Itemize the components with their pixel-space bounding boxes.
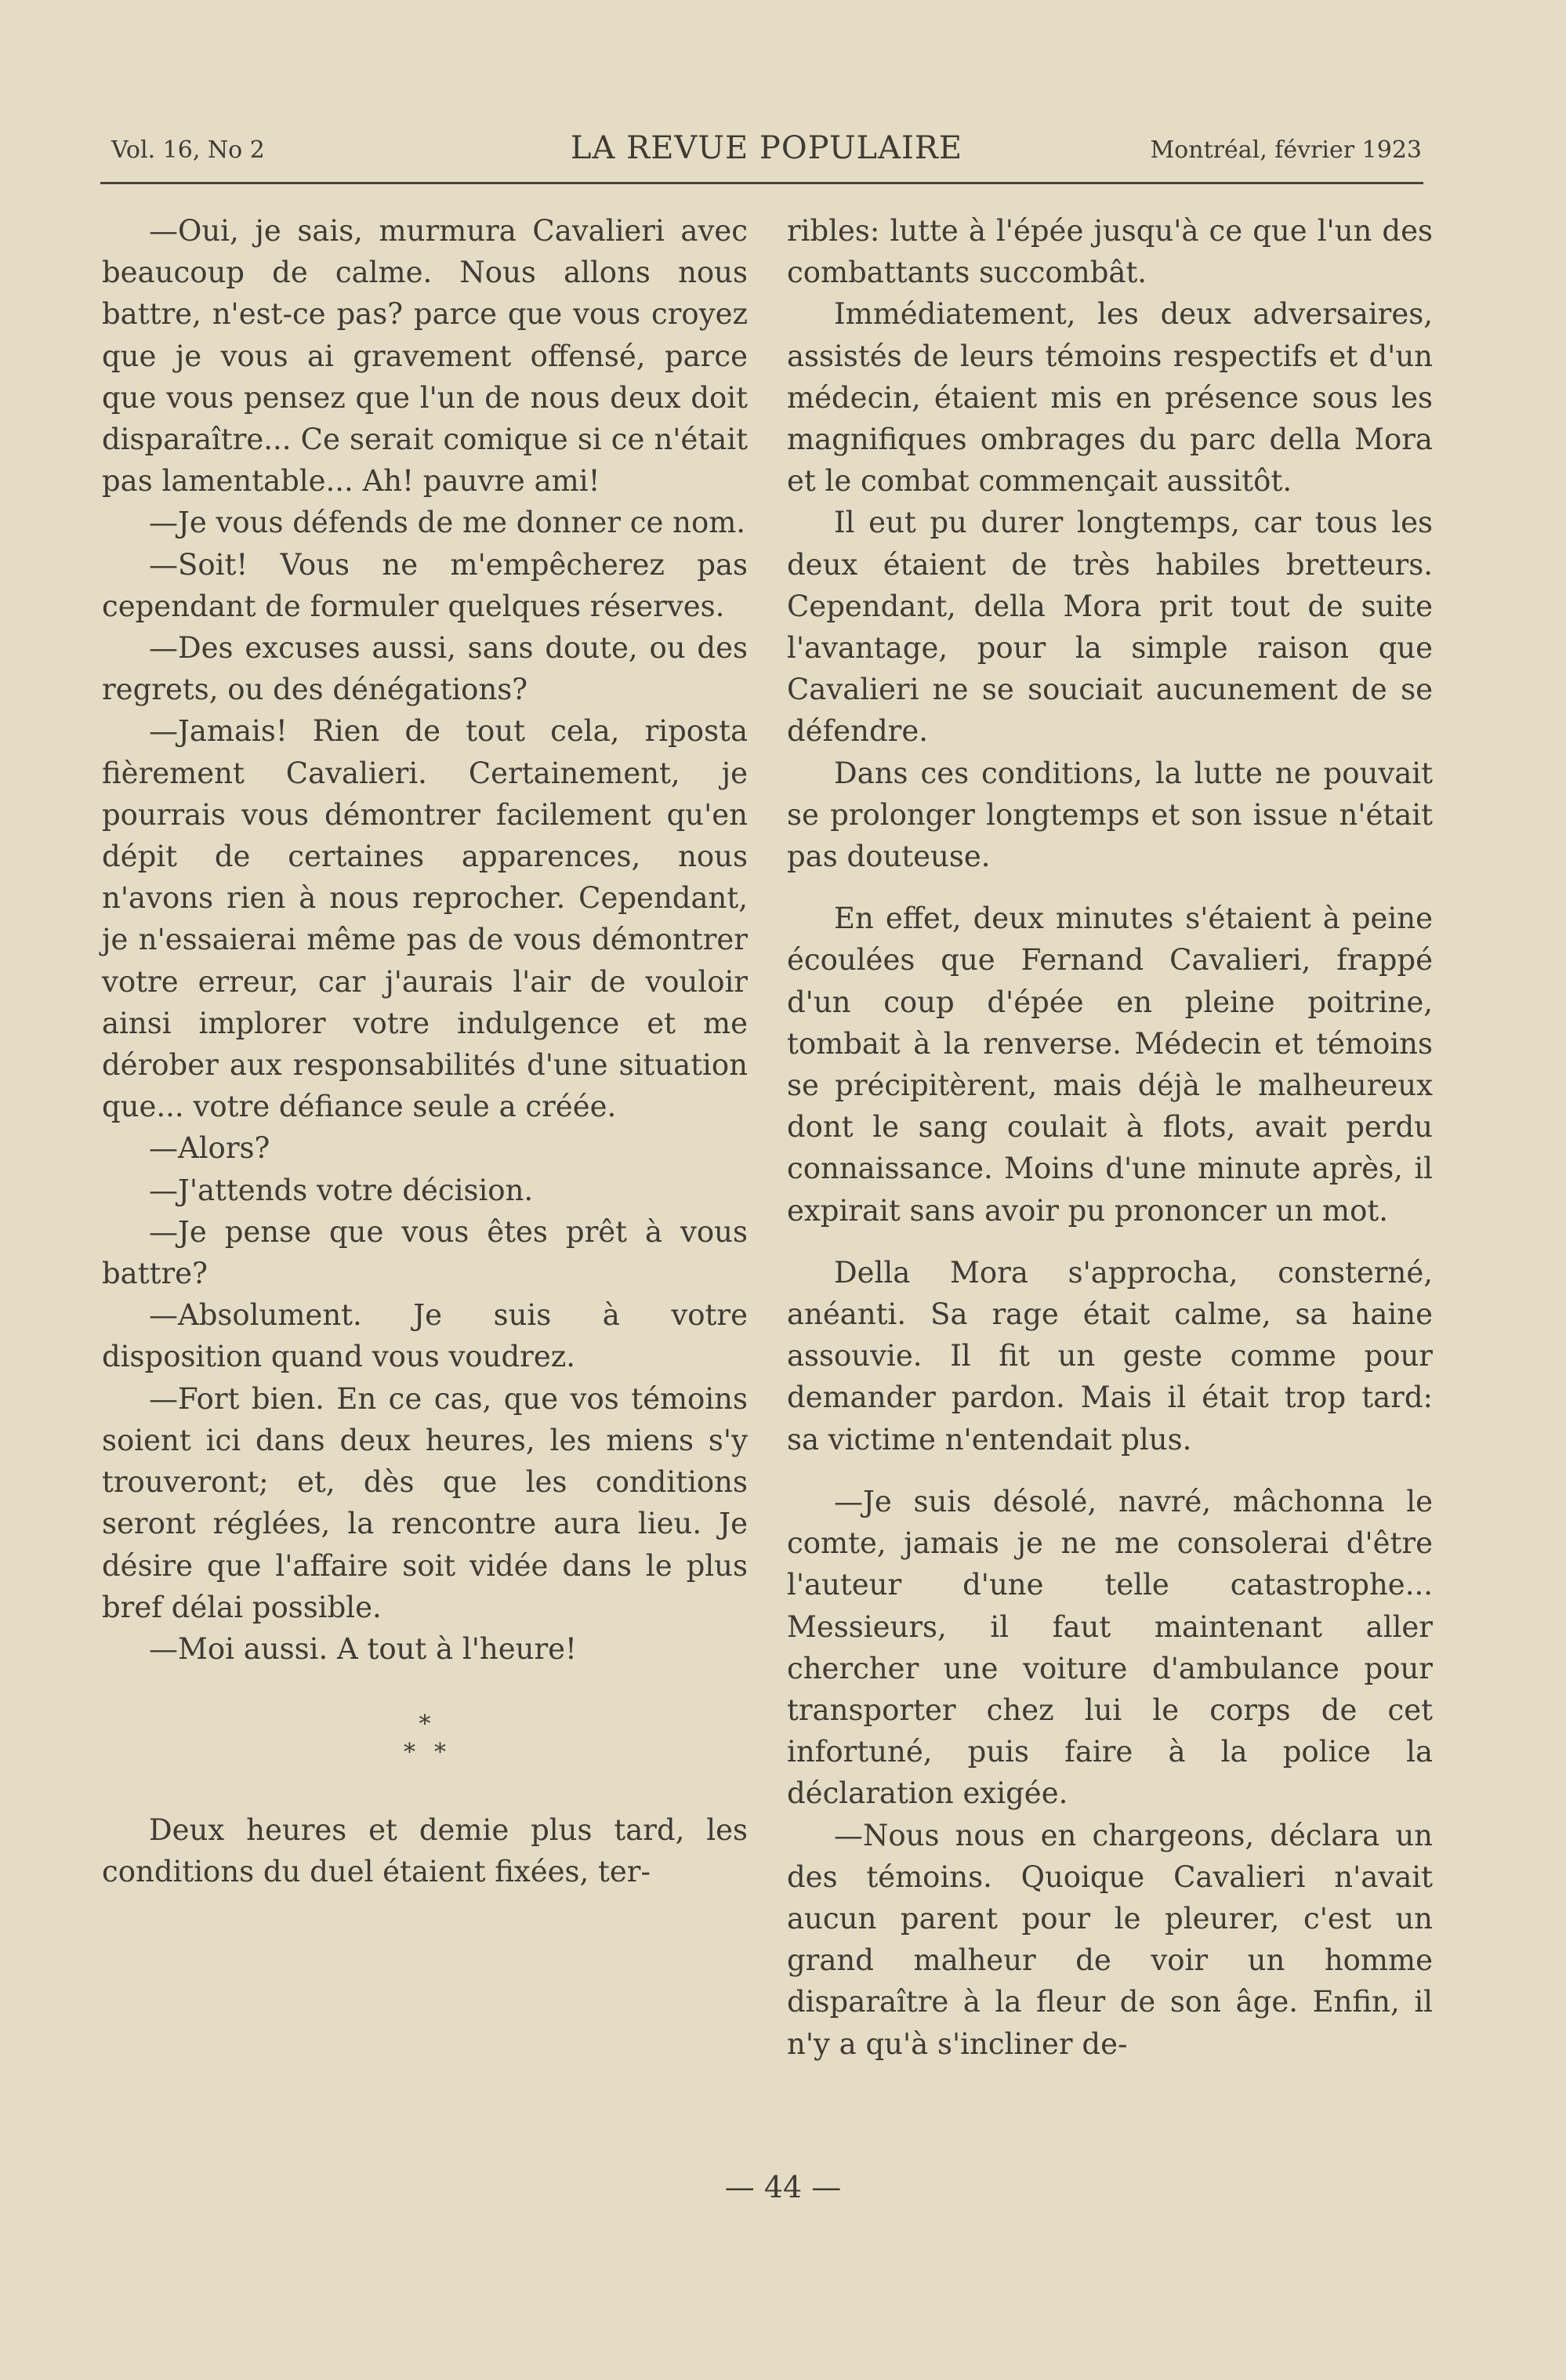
paragraph: Deux heures et demie plus tard, les conditions du duel étaient fixées, ter-: [102, 1813, 748, 1889]
paragraph: —Je suis désolé, navré, mâchonna le comte, jamais je ne me consolerai d'être l'auteur d'une telle catastrophe... Messieurs, il faut maintenant aller chercher une voiture d'ambulance pour transporter chez lui le corps de cet infortuné, puis faire à la police la déclaration exigée.: [787, 1484, 1433, 1811]
paragraph: ribles: lutte à l'épée jusqu'à ce que l'un des combattants succombât.: [787, 214, 1433, 290]
section-separator: [102, 1711, 748, 1767]
header-rule: [100, 182, 1423, 184]
place-date: Montréal, février 1923: [1150, 136, 1422, 164]
paragraph: Immédiatement, les deux adversaires, assistés de leurs témoins respectifs et d'un médecin, étaient mis en présence sous les magnifiques ombrages du parc della Mora et le combat commençait aussitôt.: [787, 297, 1433, 499]
separator-row-1: *: [419, 1711, 431, 1739]
paragraph: Della Mora s'approcha, consterné, anéanti. Sa rage était calme, sa haine assouvie. Il fit un geste comme pour demander pardon. Mais il était trop tard: sa victime n'entendait plus.: [787, 1255, 1433, 1457]
paragraph: Il eut pu durer longtemps, car tous les deux étaient de très habiles bretteurs. Cependant, della Mora prit tout de suite l'avantage, pour la simple raison que Cavalieri ne se souciait aucunement de se défendre.: [787, 506, 1433, 749]
paragraph: Dans ces conditions, la lutte ne pouvait se prolonger longtemps et son issue n'était pas douteuse.: [787, 756, 1433, 874]
paragraph: —Moi aussi. A tout à l'heure!: [149, 1631, 577, 1666]
left-column: [102, 210, 748, 1893]
paragraph: —Absolument. Je suis à votre disposition quand vous voudrez.: [102, 1298, 748, 1374]
paragraph: —Jamais! Rien de tout cela, riposta fièrement Cavalieri. Certainement, je pourrais vous démontrer facilement qu'en dépit de certaines apparences, nous n'avons rien à nous reprocher. Cependant, je n'essaierai même pas de vous démontrer votre erreur, car j'aurais l'air de vouloir ainsi implorer votre indulgence et me dérober aux responsabilités d'une situation que... votre défiance seule a créée.: [102, 714, 748, 1124]
volume-issue: Vol. 16, No 2: [111, 136, 265, 164]
paragraph: —Fort bien. En ce cas, que vos témoins soient ici dans deux heures, les miens s'y trouveront; et, dès que les conditions seront réglées, la rencontre aura lieu. Je désire que l'affaire soit vidée dans le plus bref délai possible.: [102, 1381, 748, 1624]
page-number: — 44 —: [724, 2170, 842, 2204]
right-column: [787, 210, 1433, 2065]
paragraph: —Des excuses aussi, sans doute, ou des regrets, ou des dénégations?: [102, 631, 748, 707]
page-header: [111, 130, 1422, 177]
paragraph: —Alors?: [149, 1131, 270, 1166]
paragraph: —Soit! Vous ne m'empêcherez pas cependant de formuler quelques réserves.: [102, 547, 748, 623]
paragraph: En effet, deux minutes s'étaient à peine écoulées que Fernand Cavalieri, frappé d'un coup d'épée en pleine poitrine, tombait à la renverse. Médecin et témoins se précipitèrent, mais déjà le malheureux dont le sang coulait à flots, avait perdu connaissance. Moins d'une minute après, il expirait sans avoir pu prononcer un mot.: [787, 902, 1433, 1228]
paragraph: —Je vous défends de me donner ce nom.: [149, 506, 746, 540]
paragraph: —Je pense que vous êtes prêt à vous battre?: [102, 1214, 748, 1291]
paragraph: —Oui, je sais, murmura Cavalieri avec beaucoup de calme. Nous allons nous battre, n'est-ce pas? parce que vous croyez que je vous ai gravement offensé, parce que vous pensez que l'un de nous deux doit disparaître... Ce serait comique si ce n'était pas lamentable... Ah! pauvre ami!: [102, 214, 748, 499]
publication-title: LA REVUE POPULAIRE: [570, 130, 963, 166]
paragraph: —Nous nous en chargeons, déclara un des témoins. Quoique Cavalieri n'avait aucun parent pour le pleurer, c'est un grand malheur de voir un homme disparaître à la fleur de son âge. Enfin, il n'y a qu'à s'incliner de-: [787, 1818, 1433, 2061]
separator-row-2: **: [404, 1739, 465, 1767]
paragraph: —J'attends votre décision.: [149, 1173, 534, 1207]
